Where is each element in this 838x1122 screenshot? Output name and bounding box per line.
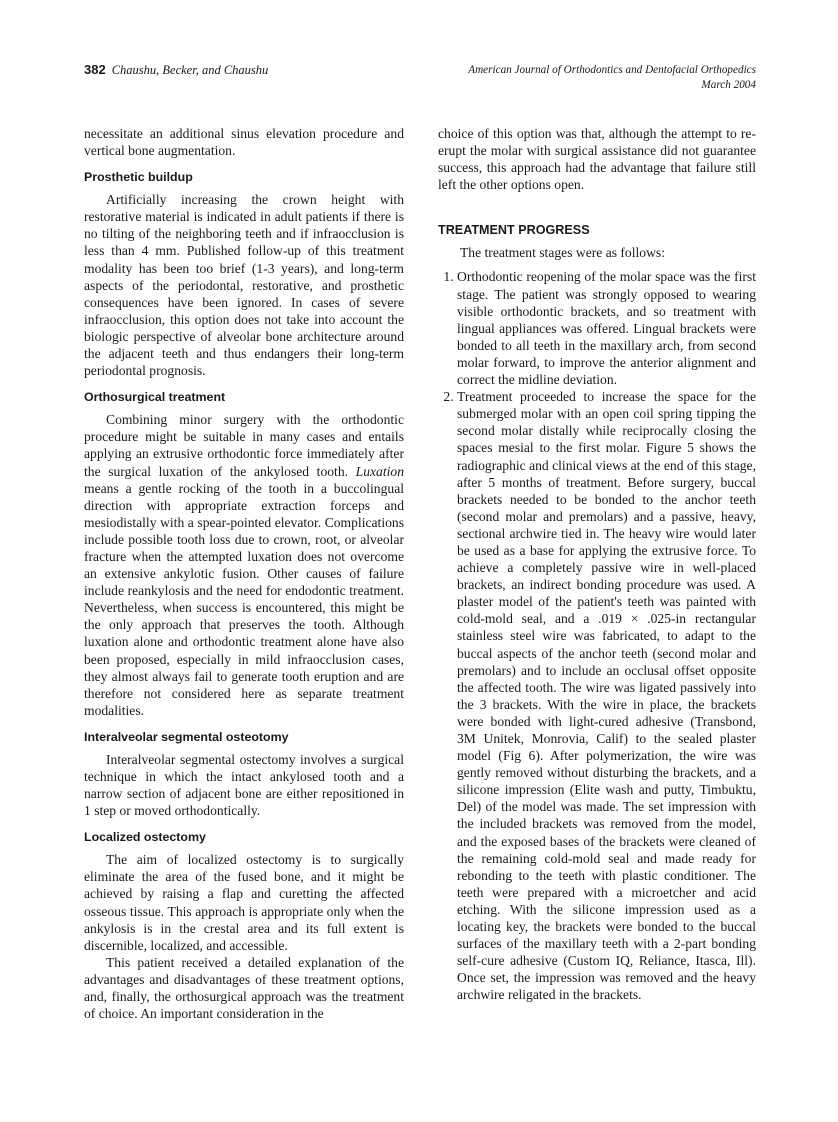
subheading-prosthetic-buildup: Prosthetic buildup <box>84 170 193 185</box>
section-heading-treatment-progress: TREATMENT PROGRESS <box>438 223 590 238</box>
right-column <box>438 125 756 1004</box>
issue-date: March 2004 <box>701 79 756 91</box>
text-run: means a gentle rocking of the tooth in a buccolingual direction with appropriate extraction forceps and mesiodistally with a spear-pointed elevator. Complications include possible tooth loss due to crown, root, or alveolar fracture when the attempted luxation does not overcome an extensive ankylotic fusion. Other causes of failure include reankylosis and the need for endodontic treatment. Nevertheless, when success is encountered, this might be the only approach that preserves the tooth. Although luxation alone and orthodontic treatment alone have also been proposed, especially in mild infraocclusion cases, they almost always fail to generate tooth eruption and are therefore not considered here as separate treatment modalities. <box>84 480 404 718</box>
subheading-localized-ostectomy: Localized ostectomy <box>84 830 206 845</box>
left-column <box>84 125 404 1022</box>
subheading-orthosurgical-treatment: Orthosurgical treatment <box>84 390 226 405</box>
paragraph: This patient received a detailed explanation of the advantages and disadvantages of these treatment options, and, finally, the orthosurgical approach was the treatment of choice. An important consideration in the <box>84 954 404 1022</box>
list-item: 1. Orthodontic reopening of the molar space was the first stage. The patient was strongly opposed to wearing visible orthodontic brackets, and so treatment with lingual appliances was offered. Lingual brackets were bonded to all teeth in the maxillary arch, from second molar forward, to improve the anterior alignment and correct the midline deviation. <box>457 268 756 388</box>
paragraph: choice of this option was that, although the attempt to re-erupt the molar with surgical assistance did not guarantee success, this approach had the advantage that failure still left the other options open. <box>438 126 756 193</box>
paragraph: The aim of localized ostectomy is to surgically eliminate the area of the fused bone, and it might be achieved by raising a flap and curetting the affected osseous tissue. This approach is appropriate only when the ankylosis is in the crestal area and its full extent is discernible, localized, and accessible. <box>84 852 404 953</box>
treatment-stages-list <box>438 268 756 1003</box>
subheading-interalveolar-osteotomy: Interalveolar segmental osteotomy <box>84 729 289 744</box>
italic-term: Luxation <box>355 463 404 479</box>
page-number: 382 <box>84 62 106 77</box>
text-run: Combining minor surgery with the orthodontic procedure might be suitable in many cases and entails applying an extrusive orthodontic force immediately after the surgical luxation of the ankylosed tooth. <box>84 412 404 479</box>
running-header-left <box>84 62 268 78</box>
authors: Chaushu, Becker, and Chaushu <box>111 63 269 77</box>
paragraph: necessitate an additional sinus elevation procedure and vertical bone augmentation. <box>84 126 404 159</box>
running-header-right <box>468 63 756 93</box>
paragraph: The treatment stages were as follows: <box>460 245 665 261</box>
paragraph: Interalveolar segmental ostectomy involves a surgical technique in which the intact ankylosed tooth and a narrow section of adjacent bone are either repositioned in 1 step or moved orthodontically. <box>84 751 404 819</box>
paragraph <box>84 411 404 719</box>
journal-title: American Journal of Orthodontics and Dentofacial Orthopedics <box>468 64 756 76</box>
paragraph: Artificially increasing the crown height with restorative material is indicated in adult patients if there is no tilting of the neighboring teeth and if infraocclusion is less than 4 mm. Published follow-up of this treatment modality has been too brief (1-3 years), and long-term aspects of the periodontal, restorative, and prosthetic consequences have been ignored. In cases of severe infraocclusion, this option does not take into account the biologic perspective of alveolar bone architecture around the adjacent teeth and thus endangers their long-term periodontal prognosis. <box>84 192 404 379</box>
list-item: 2. Treatment proceeded to increase the space for the submerged molar with an open coil spring tipping the second molar distally while reciprocally closing the spaces mesial to the first molar. Figure 5 shows the radiographic and clinical views at the end of this stage, after 5 months of treatment. Before surgery, buccal brackets needed to be bonded to the anchor teeth (second molar and premolars) and a passive, heavy, sectional archwire tied in. The heavy wire would later be used as a base for applying the extrusive force. To achieve a completely passive wire in well-placed brackets, an indirect bonding procedure was used. A plaster model of the patient's teeth was painted with cold-mold seal, and a .019 × .025-in rectangular stainless steel wire was fabricated, to adapt to the buccal aspects of the anchor teeth (second molar and premolars) and to include an occlusal offset opposite the affected tooth. The wire was ligated passively into the 3 brackets. With the wire in place, the brackets were bonded with light-cured adhesive (Transbond, 3M Unitek, Monrovia, Calif) to the sealed plaster model (Fig 6). After polymerization, the wire was gently removed without disturbing the brackets, and a silicone impression (Elite wash and putty, Timbuktu, Del) of the model was made. The set impression with the included brackets was removed from the model, and the exposed bases of the brackets were cleaned of the remaining cold-mold seal and made ready for rebonding to the teeth with plastic conditioner. The teeth were prepared with a microetcher and acid etching. With the silicone impression used as a locating key, the brackets were bonded to the buccal surfaces of the maxillary teeth with a 2-part bonding self-cure adhesive (Custom IQ, Reliance, Itasca, Ill). Once set, the impression was removed and the heavy archwire religated in the brackets. <box>457 388 756 1003</box>
